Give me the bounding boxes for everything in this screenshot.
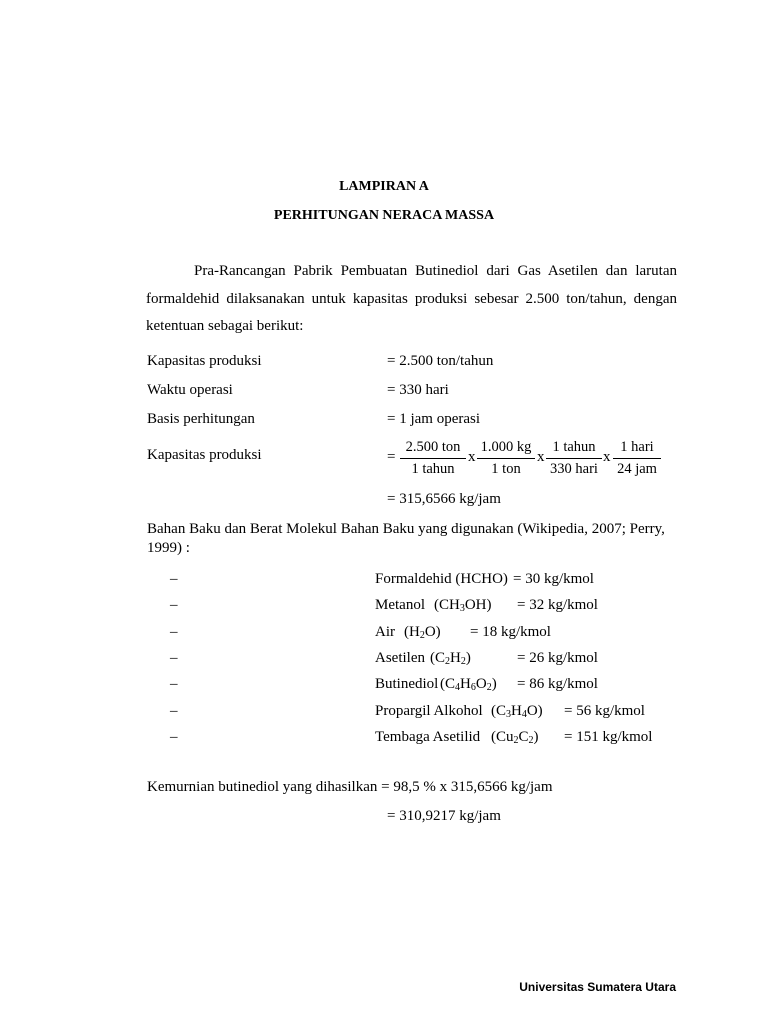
list-dash: – (170, 571, 178, 587)
spec-label-basis: Basis perhitungan (147, 411, 255, 427)
material-weight: = 151 kg/kmol (564, 729, 653, 745)
fraction-year-to-day (546, 439, 602, 478)
material-formula: $(C_4H_6O_2)$ (440, 676, 497, 693)
fraction-day-to-hour (613, 439, 661, 478)
fraction-denominator: 1 ton (491, 461, 521, 477)
material-weight: = 18 kg/kmol (470, 624, 551, 640)
spec-value-basis: = 1 jam operasi (387, 411, 481, 427)
material-formula: $(CH_3OH)$ (434, 597, 492, 614)
fraction-numerator: 1 hari (613, 439, 661, 459)
appendix-title: LAMPIRAN A (339, 179, 429, 194)
material-name: Formaldehid (HCHO) (375, 571, 508, 587)
purity-line: Kemurnian butinediol yang dihasilkan = 98,5 % x 315,6566 kg/jam (147, 779, 553, 795)
material-weight: = 26 kg/kmol (517, 650, 598, 666)
calc-result: = 315,6566 kg/jam (387, 491, 501, 507)
material-formula: $(H_2O)$ (404, 624, 441, 641)
list-dash: – (170, 624, 178, 640)
fraction-production (400, 439, 466, 478)
fraction-numerator: 1.000 kg (477, 439, 535, 459)
material-weight: = 30 kg/kmol (513, 571, 594, 587)
list-dash: – (170, 676, 178, 692)
material-weight: = 86 kg/kmol (517, 676, 598, 692)
material-name: Air (375, 624, 395, 640)
calc-label: Kapasitas produksi (147, 447, 262, 463)
material-weight: = 56 kg/kmol (564, 703, 645, 719)
fraction-numerator: 1 tahun (546, 439, 602, 459)
material-name: Butinediol (375, 676, 439, 692)
times-sign: x (603, 449, 611, 465)
material-formula: $(C_3H_4O)$ (491, 703, 543, 720)
fraction-denominator: 330 hari (550, 461, 598, 477)
footer-university: Universitas Sumatera Utara (519, 980, 676, 994)
fraction-numerator: 2.500 ton (400, 439, 466, 459)
material-weight: = 32 kg/kmol (517, 597, 598, 613)
material-name: Propargil Alkohol (375, 703, 483, 719)
section-title: PERHITUNGAN NERACA MASSA (273, 208, 495, 223)
calc-equals: = (387, 449, 396, 465)
list-dash: – (170, 729, 178, 745)
spec-value-capacity: = 2.500 ton/tahun (387, 353, 494, 369)
times-sign: x (468, 449, 476, 465)
materials-intro: Bahan Baku dan Berat Molekul Bahan Baku yang digunakan (Wikipedia, 2007; Perry, 1999) : (147, 521, 665, 556)
times-sign: x (537, 449, 545, 465)
list-dash: – (170, 703, 178, 719)
purity-result: = 310,9217 kg/jam (387, 808, 501, 824)
intro-paragraph: Pra-Rancangan Pabrik Pembuatan Butinediol dari Gas Asetilen dan larutan formaldehid dilaksanakan untuk kapasitas produksi sebesar 2.500 ton/tahun, dengan ketentuan sebagai berikut: (146, 263, 677, 334)
fraction-denominator: 1 tahun (411, 461, 455, 477)
material-formula: $(C_2H_2)$ (430, 650, 471, 667)
material-name: Metanol (375, 597, 425, 613)
material-name: Tembaga Asetilid (375, 729, 481, 745)
fraction-ton-to-kg (477, 439, 535, 478)
list-dash: – (170, 597, 178, 613)
list-dash: – (170, 650, 178, 666)
spec-label-capacity: Kapasitas produksi (147, 353, 262, 369)
fraction-denominator: 24 jam (617, 461, 657, 477)
spec-value-operation-time: = 330 hari (387, 382, 449, 398)
spec-label-operation-time: Waktu operasi (147, 382, 233, 398)
material-formula: $(Cu_2C_2)$ (491, 729, 539, 746)
material-name: Asetilen (375, 650, 425, 666)
